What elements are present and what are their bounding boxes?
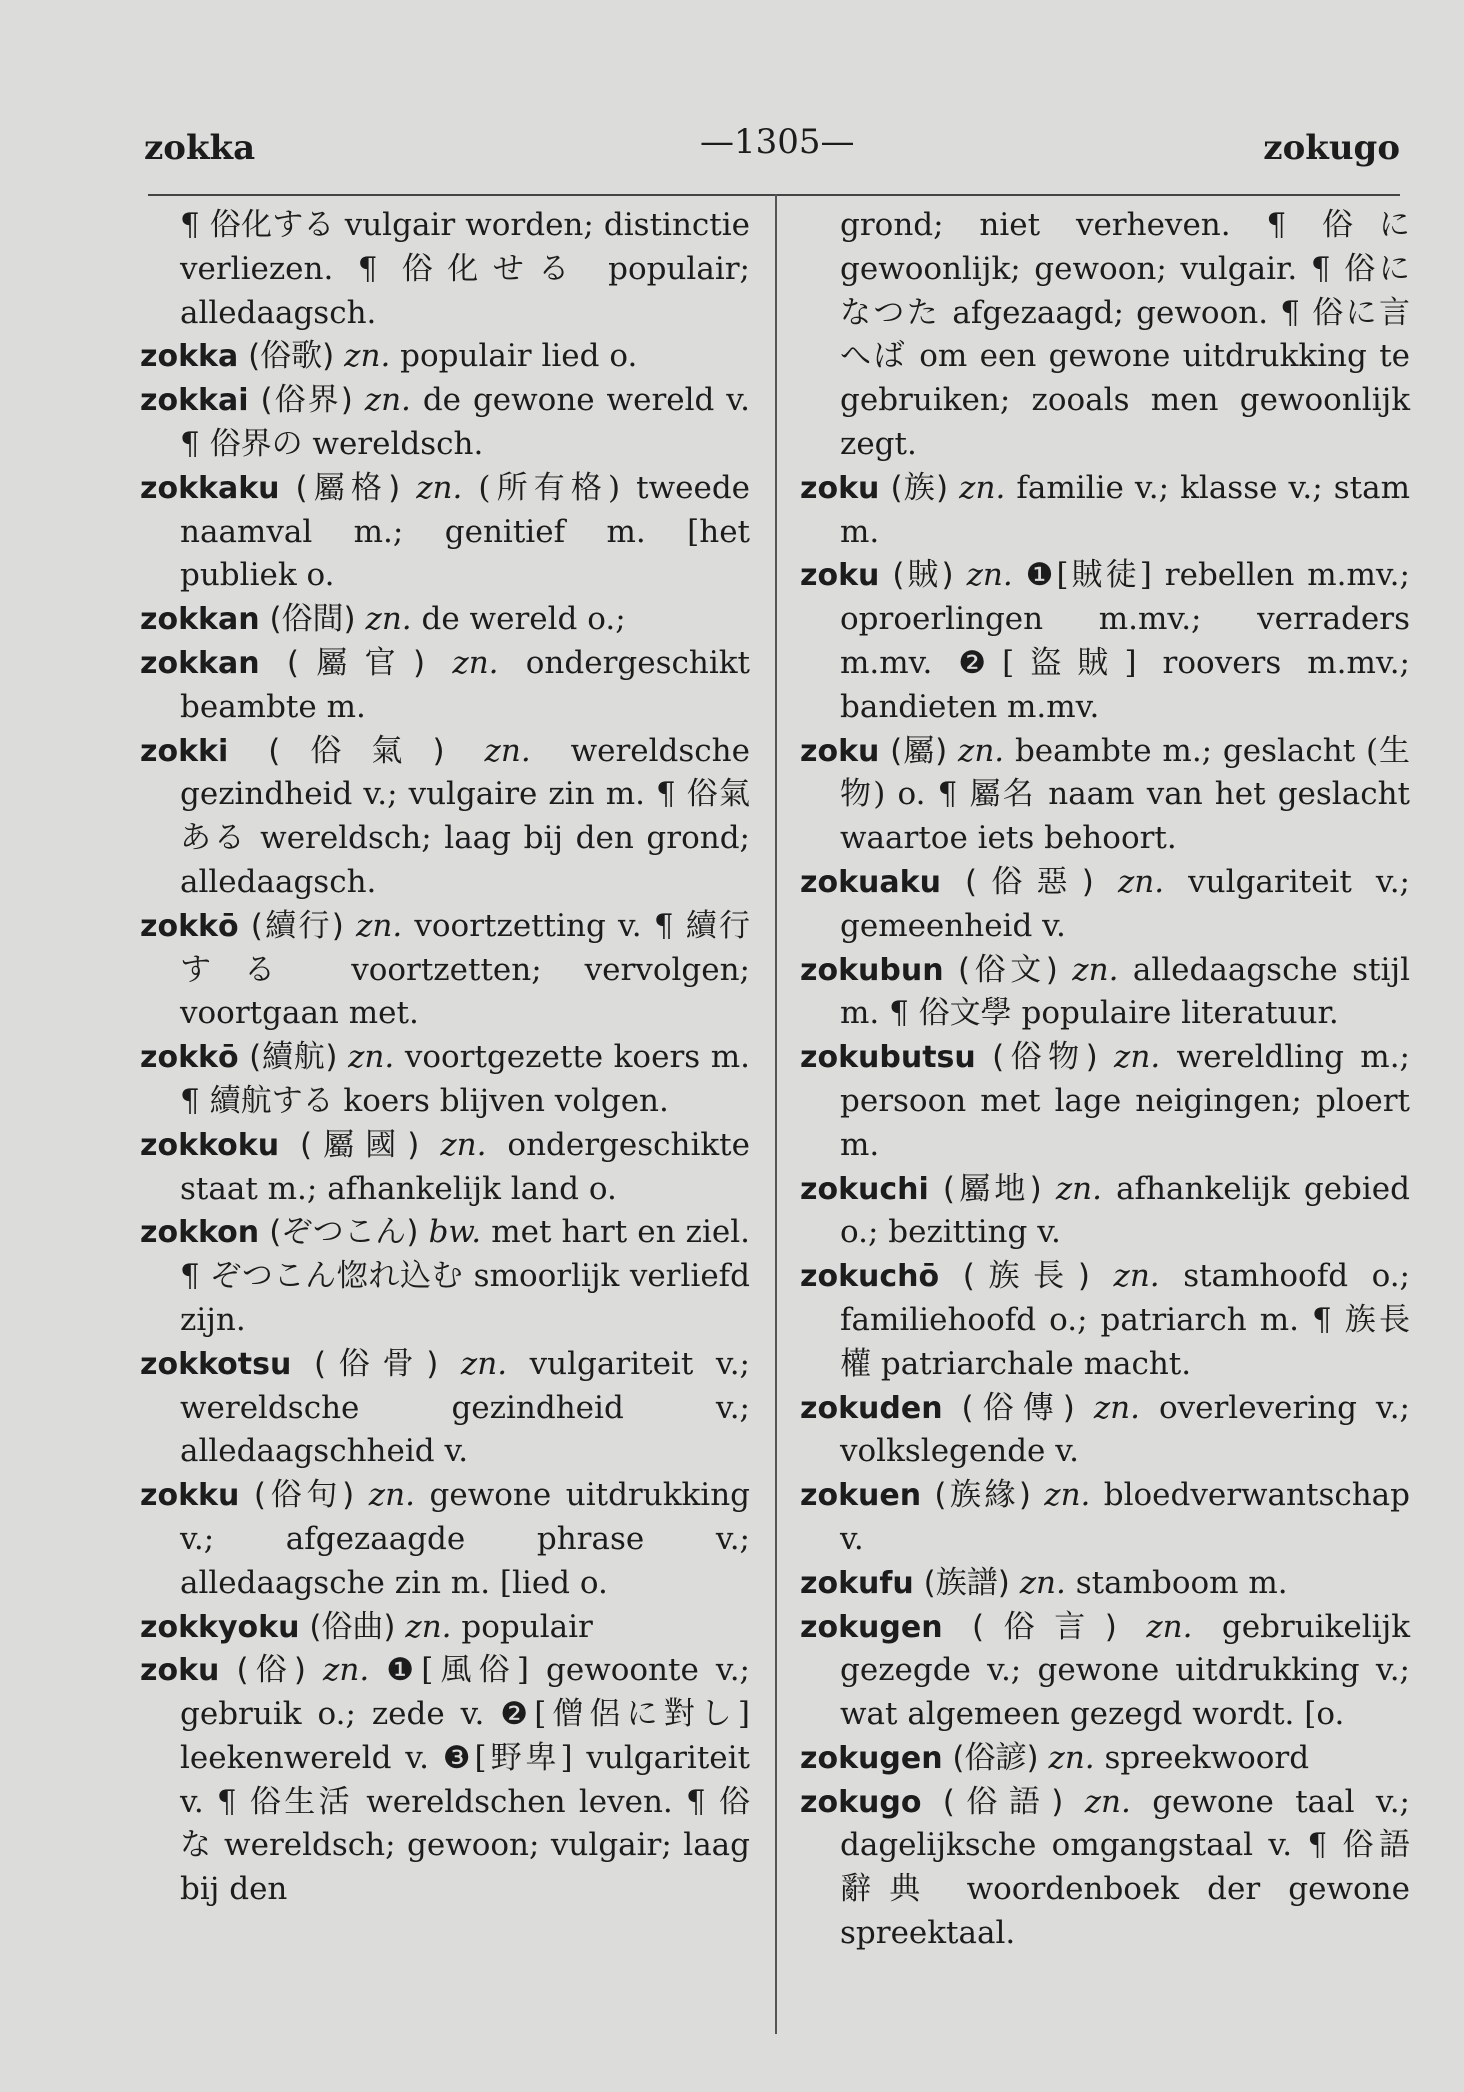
part-of-speech: zn. xyxy=(356,907,403,944)
kanji-form: (俗歌) xyxy=(248,338,335,375)
part-of-speech: zn. xyxy=(1019,1564,1066,1601)
entry-text: ¶ 俗化する vulgair worden; distinctie verliezen. ¶ 俗化せる populair; alledaagsch. xyxy=(180,207,750,331)
dictionary-entry xyxy=(800,861,1410,949)
dictionary-entry xyxy=(800,1255,1410,1386)
part-of-speech: zn. xyxy=(452,644,499,681)
dictionary-entry xyxy=(800,467,1410,555)
definition: stamboom m. xyxy=(1075,1564,1288,1601)
headword: zokuen xyxy=(800,1478,922,1514)
part-of-speech: zn. xyxy=(1048,1739,1095,1776)
definition: vulgariteit v.; gemeenheid v. xyxy=(840,863,1411,944)
part-of-speech: zn. xyxy=(1093,1389,1140,1426)
part-of-speech: zn. xyxy=(1044,1477,1091,1514)
headword: zokugo xyxy=(800,1784,922,1820)
part-of-speech: zn. xyxy=(966,557,1013,594)
headword: zokkon xyxy=(140,1215,260,1251)
kanji-form: (ぞつこん) xyxy=(269,1214,419,1251)
part-of-speech: zn. xyxy=(348,1039,395,1076)
kanji-form: (俗惡) xyxy=(965,863,1094,900)
kanji-form: (續航) xyxy=(249,1039,338,1076)
definition: alledaagsche stijl m. ¶ 俗文學 populaire literatuur. xyxy=(840,951,1410,1032)
entry-text: grond; niet verheven. ¶ 俗に gewoonlijk; gewoon; vulgair. ¶ 俗になつた afgezaagd; gewoon. ¶ 俗に言へば om een gewone uitdrukking te gebruiken; zooals men gewoonlijk zegt. xyxy=(840,207,1410,462)
headword: zokkan xyxy=(140,645,260,681)
definition: ondergeschikt beambte m. xyxy=(180,644,750,725)
part-of-speech: zn. xyxy=(1072,951,1119,988)
definition: gewone taal v.; dagelijksche omgangstaal v. ¶ 俗語辭典 woordenboek der gewone spreektaal. xyxy=(840,1783,1410,1952)
kanji-form: (族緣) xyxy=(934,1477,1031,1514)
left-column xyxy=(140,204,750,1912)
part-of-speech: zn. xyxy=(1084,1783,1131,1820)
kanji-form: (族譜) xyxy=(923,1564,1010,1601)
headword: zokuden xyxy=(800,1390,943,1426)
kanji-form: (屬官) xyxy=(286,644,426,681)
part-of-speech: zn. xyxy=(364,382,411,419)
definition: bloedverwantschap v. xyxy=(840,1477,1411,1557)
part-of-speech: zn. xyxy=(1117,863,1165,900)
part-of-speech: zn. xyxy=(323,1652,370,1689)
part-of-speech: zn. xyxy=(416,469,463,506)
part-of-speech: zn. xyxy=(484,732,531,769)
dictionary-entry xyxy=(140,1474,750,1605)
part-of-speech: bw. xyxy=(428,1214,482,1251)
header-rule xyxy=(148,194,1400,196)
kanji-form: (俗骨) xyxy=(313,1345,439,1382)
headword: zokubun xyxy=(800,952,944,988)
definition: gebruikelijk gezegde v.; gewone uitdrukking v.; wat algemeen gezegd wordt. [o. xyxy=(840,1608,1410,1733)
dictionary-entry xyxy=(800,1562,1410,1606)
part-of-speech: zn. xyxy=(365,601,412,638)
kanji-form: (俗) xyxy=(236,1652,306,1689)
headword: zokkaku xyxy=(140,470,280,506)
definition: overlevering v.; volkslegende v. xyxy=(840,1389,1410,1470)
dictionary-entry xyxy=(800,1606,1410,1737)
dictionary-entry xyxy=(140,642,750,730)
definition: met hart en ziel. ¶ ぞつこん惚れ込む smoorlijk verliefd zijn. xyxy=(180,1214,750,1338)
part-of-speech: zn. xyxy=(959,469,1006,506)
dictionary-entry xyxy=(800,1168,1410,1256)
kanji-form: (俗傳) xyxy=(961,1389,1075,1426)
dictionary-entry xyxy=(140,1649,750,1912)
kanji-form: (屬) xyxy=(890,732,948,769)
definition: populair xyxy=(461,1608,593,1645)
part-of-speech: zn. xyxy=(344,338,391,375)
kanji-form: (賊) xyxy=(892,557,954,594)
headword: zokufu xyxy=(800,1565,914,1601)
kanji-form: (俗文) xyxy=(958,951,1058,988)
headword: zokuaku xyxy=(800,864,941,900)
kanji-form: (俗間) xyxy=(269,601,356,638)
part-of-speech: zn. xyxy=(368,1477,415,1514)
headword: zoku xyxy=(800,470,880,506)
dictionary-entry xyxy=(800,1781,1410,1956)
kanji-form: (續行) xyxy=(250,907,344,944)
dictionary-entry xyxy=(140,1211,750,1342)
page-number: —1305— xyxy=(700,122,855,162)
definition: ❶[賊徒] rebellen m.mv.; oproerlingen m.mv.; verraders m.mv. ❷[盜賊] roovers m.mv.; bandieten m.mv. xyxy=(840,557,1410,725)
headword: zokkai xyxy=(140,383,249,419)
part-of-speech: zn. xyxy=(1114,1039,1161,1076)
dictionary-entry xyxy=(140,1343,750,1474)
kanji-form: (屬地) xyxy=(942,1170,1042,1207)
kanji-form: (屬格) xyxy=(295,469,401,506)
entry-continuation xyxy=(140,204,750,335)
entry-continuation xyxy=(800,204,1410,467)
dictionary-entry xyxy=(140,1036,750,1124)
headword: zokugen xyxy=(800,1609,943,1645)
headword: zokku xyxy=(140,1478,240,1514)
definition: gewone uitdrukking v.; afgezaagde phrase v.; alledaagsche zin m. [lied o. xyxy=(180,1477,750,1601)
definition: wereldsche gezindheid v.; vulgaire zin m. ¶ 俗氣ある wereldsch; laag bij den grond; alledaagsch. xyxy=(180,732,750,900)
kanji-form: (屬國) xyxy=(300,1126,420,1163)
kanji-form: (族長) xyxy=(962,1258,1090,1295)
headword: zokuchi xyxy=(800,1171,929,1207)
dictionary-entry xyxy=(800,1036,1410,1167)
dictionary-entry xyxy=(800,730,1410,861)
definition: wereldling m.; persoon met lage neigingen; ploert m. xyxy=(840,1039,1410,1163)
definition: de wereld o.; xyxy=(421,601,626,638)
kanji-form: (族) xyxy=(890,469,949,506)
column-divider xyxy=(775,194,777,2034)
headword: zokkyoku xyxy=(140,1609,300,1645)
part-of-speech: zn. xyxy=(958,732,1005,769)
headword: zokkoku xyxy=(140,1127,280,1163)
headword: zokuchō xyxy=(800,1259,940,1295)
kanji-form: (俗句) xyxy=(253,1477,355,1514)
definition: afhankelijk gebied o.; bezitting v. xyxy=(840,1170,1410,1251)
kanji-form: (俗曲) xyxy=(309,1608,396,1645)
part-of-speech: zn. xyxy=(1055,1170,1102,1207)
definition: stamhoofd o.; familiehoofd o.; patriarch m. ¶ 族長權 patriarchale macht. xyxy=(840,1258,1410,1382)
dictionary-entry xyxy=(140,379,750,467)
dictionary-entry xyxy=(140,598,750,642)
definition: vulgariteit v.; wereldsche gezindheid v.; alledaagschheid v. xyxy=(180,1345,750,1470)
right-guide-word: zokugo xyxy=(1263,128,1400,168)
definition: spreekwoord xyxy=(1104,1739,1310,1776)
kanji-form: (俗諺) xyxy=(952,1739,1039,1776)
headword: zokkan xyxy=(140,602,260,638)
dictionary-entry xyxy=(140,1124,750,1212)
page-header xyxy=(140,118,1400,178)
kanji-form: (俗物) xyxy=(992,1039,1098,1076)
definition: ❶[風俗] gewoonte v.; gebruik o.; zede v. ❷[僧侶に對し] leekenwereld v. ❸[野卑] vulgariteit v. ¶ 俗生活 wereldschen leven. ¶ 俗な wereldsch; gewoon; vulgair; laag bij den xyxy=(180,1652,750,1908)
headword: zokugen xyxy=(800,1740,943,1776)
dictionary-entry xyxy=(140,905,750,1036)
headword: zokkō xyxy=(140,908,239,944)
part-of-speech: zn. xyxy=(1146,1608,1193,1645)
headword: zokka xyxy=(140,339,239,375)
kanji-form: (俗界) xyxy=(260,382,353,419)
dictionary-entry xyxy=(140,467,750,598)
dictionary-entry xyxy=(140,335,750,379)
right-column xyxy=(800,204,1410,1956)
dictionary-entry xyxy=(800,1474,1410,1562)
kanji-form: (俗語) xyxy=(942,1783,1064,1820)
headword: zokubutsu xyxy=(800,1040,976,1076)
dictionary-entry xyxy=(800,554,1410,729)
definition: (所有格) tweede naamval m.; genitief m. [het publiek o. xyxy=(180,469,751,594)
dictionary-entry xyxy=(800,949,1410,1037)
kanji-form: (俗氣) xyxy=(268,732,445,769)
headword: zokkotsu xyxy=(140,1346,292,1382)
definition: voortzetting v. ¶ 續行する voortzetten; vervolgen; voortgaan met. xyxy=(180,907,751,1032)
headword: zoku xyxy=(140,1653,220,1689)
definition: voortgezette koers m. ¶ 續航する koers blijven volgen. xyxy=(180,1039,750,1119)
part-of-speech: zn. xyxy=(440,1126,487,1163)
dictionary-entry xyxy=(140,1606,750,1650)
headword: zoku xyxy=(800,558,880,594)
dictionary-entry xyxy=(800,1387,1410,1475)
definition: familie v.; klasse v.; stam m. xyxy=(840,469,1410,550)
definition: ondergeschikte staat m.; afhankelijk land o. xyxy=(180,1126,750,1207)
part-of-speech: zn. xyxy=(460,1345,508,1382)
kanji-form: (俗言) xyxy=(971,1608,1117,1645)
left-guide-word: zokka xyxy=(144,128,256,168)
definition: populair lied o. xyxy=(400,338,638,375)
part-of-speech: zn. xyxy=(1113,1258,1160,1295)
dictionary-entry xyxy=(140,730,750,905)
dictionary-entry xyxy=(800,1737,1410,1781)
definition: beambte m.; geslacht (生物) o. ¶ 屬名 naam van het geslacht waartoe iets behoort. xyxy=(840,732,1410,857)
part-of-speech: zn. xyxy=(405,1608,452,1645)
definition: de gewone wereld v. ¶ 俗界の wereldsch. xyxy=(180,382,750,462)
headword: zoku xyxy=(800,733,880,769)
headword: zokkō xyxy=(140,1040,239,1076)
headword: zokki xyxy=(140,733,229,769)
